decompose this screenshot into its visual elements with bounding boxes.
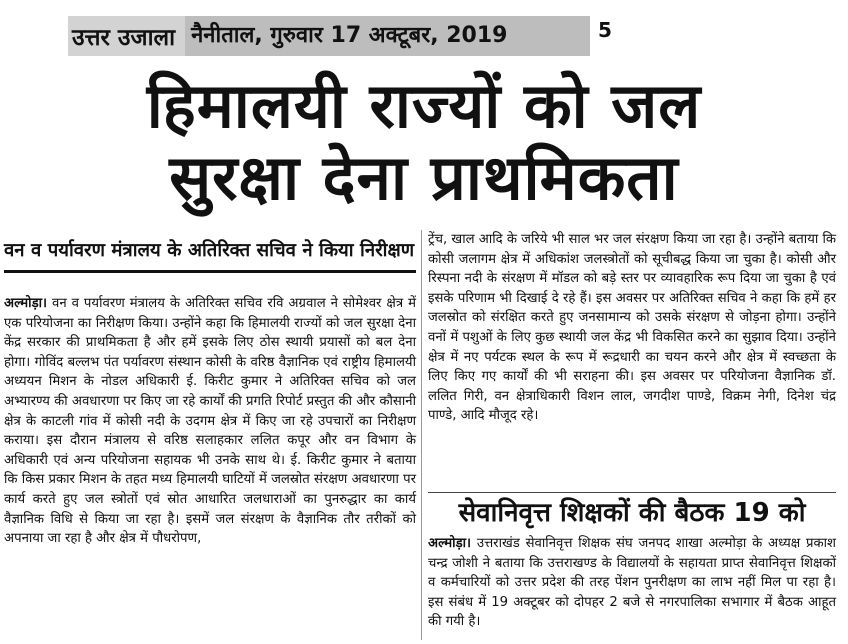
headline-line-1: हिमालयी राज्यों को जल (146, 69, 702, 142)
secondary-paragraph (428, 534, 836, 632)
dateline: नैनीताल, गुरुवार 17 अक्टूबर, 2019 (185, 16, 590, 56)
article-body: वन व पर्यावरण मंत्रालय के अतिरिक्त सचिव रवि अग्रवाल ने सोमेश्वर क्षेत्र में एक परियोजना का निरीक्षण किया। उन्होंने कहा कि हिमालयी राज्यों को जल सुरक्षा देना केंद्र सरकार की प्राथमिकता है और हमें इसके लिए ठोस स्थायी प्रयासों को बल देना होगा। गोविंद बल्लभ पंत पर्यावरण संस्थान कोसी के वरिष्ठ वैज्ञानिक एवं राष्ट्रीय हिमालयी अध्ययन मिशन के नोडल अधिकारी ई. किरीट कुमार ने अतिरिक्त सचिव को जल अभ्यारण्य की अवधारणा पर किए जा रहे कार्यों की प्रगति रिपोर्ट प्रस्तुत की और कौसानी क्षेत्र के काटली गांव में कोसी नदी के उदगम क्षेत्र में किए जा रहे उपचारों का निरीक्षण कराया। इस दौरान मंत्रालय से वरिष्ठ सलाहकार ललित कपूर और वन विभाग के अधिकारी एवं अन्य परियोजना सहायक भी उनके साथ थे। ई. किरीट कुमार ने बताया कि किस प्रकार मिशन के तहत मध्य हिमालयी घाटियों में जलस्रोत संरक्षण अवधारणा पर कार्य करते हुए जल स्त्रोतों एवं स्रोत आधारित जलधाराओं का पुनरुद्धार का कार्य वैज्ञानिक विधि से किया जा रहा है। इसमें जल संरक्षण के वैज्ञानिक तौर तरीकों को अपनाया जा रहा है और क्षेत्र में पौधरोपण, (4, 296, 416, 547)
article-continued: ट्रेंच, खाल आदि के जरिये भी साल भर जल संरक्षण किया जा रहा है। उन्होंने बताया कि कोसी जलागम क्षेत्र में अधिकांश जलस्त्रोतों को सूचीबद्ध किया जा चुका है। कोसी और रिस्पना नदी के संरक्षण में मॉडल को बड़े स्तर पर व्यावहारिक रूप दिया जा चुका है एवं इसके परिणाम भी दिखाई दे रहे हैं। इस अवसर पर अतिरिक्त सचिव ने कहा कि हमें हर जलस्रोत को संरक्षित करते हुए जनसामान्य को उसके संरक्षण से जोड़ना होगा। उन्होंने वनों में पशुओं के लिए कुछ स्थायी जल केंद्र भी विकसित करने का सुझाव दिया। उन्होंने क्षेत्र में नए पर्यटक स्थल के रूप में रूद्रधारी का चयन करने और क्षेत्र में स्वच्छता के लिए किए गए कार्यों की भी सराहना की। इस अवसर पर परियोजना वैज्ञानिक डॉ. ललित गिरी, वन क्षेत्राधिकारी विशन लाल, जगदीश पाण्डे, विक्रम नेगी, दिनेश चंद्र पाण्डे, आदि मौजूद रहे। (428, 232, 836, 424)
page-number: 5 (598, 18, 612, 42)
article-paragraph (4, 294, 416, 549)
article-column-left (4, 294, 416, 549)
article-subhead: वन व पर्यावरण मंत्रालय के अतिरिक्त सचिव ने किया निरीक्षण (4, 236, 416, 273)
main-headline (0, 70, 848, 214)
secondary-headline: सेवानिवृत्त शिक्षकों की बैठक 19 को (428, 492, 836, 530)
article-column-right (428, 230, 836, 426)
column-divider (421, 230, 422, 640)
newspaper-brand: उत्तर उजाला (72, 24, 176, 51)
secondary-dateline-lead: अल्मोड़ा। (428, 536, 472, 551)
headline-line-2: सुरक्षा देना प्राथमिकता (169, 141, 679, 214)
masthead (68, 16, 590, 56)
dateline-lead: अल्मोड़ा। (4, 296, 48, 311)
secondary-article (428, 534, 836, 632)
secondary-article-body: उत्तराखंड सेवानिवृत्त शिक्षक संघ जनपद शाखा अल्मोड़ा के अध्यक्ष प्रकाश चन्द्र जोशी ने बताया कि उत्तराखण्ड के विद्यालयों के सहायता प्राप्त सेवानिवृत्त शिक्षकों व कर्मचारियों को उत्तर प्रदेश की तरह पेंशन पुनरीक्षण का लाभ नहीं मिल पा रहा है। इस संबंध में 19 अक्टूबर को दोपहर 2 बजे से नगरपालिका सभागार में बैठक आहूत की गयी है। (428, 536, 836, 630)
